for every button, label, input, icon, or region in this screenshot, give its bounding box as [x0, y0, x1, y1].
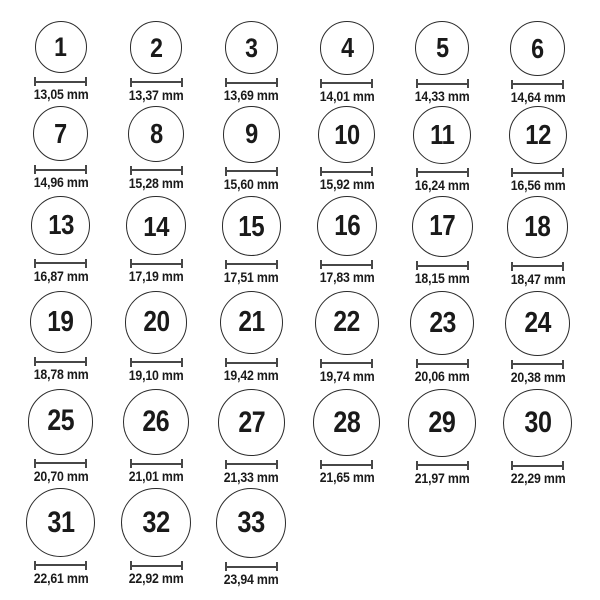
diameter-label: 16,87 mm: [33, 267, 89, 284]
ring-cell-26: [108, 389, 203, 488]
ruler-tick-right-icon: [276, 78, 278, 87]
ruler-line: [418, 464, 467, 466]
diameter-ruler: [34, 77, 87, 86]
ruler-line: [36, 361, 85, 363]
diameter-label: 14,96 mm: [33, 174, 89, 191]
ring-size-number: 30: [524, 406, 552, 440]
ring-circle: [320, 21, 374, 75]
ruler-tick-right-icon: [371, 79, 373, 88]
diameter-label: 15,28 mm: [128, 174, 184, 191]
ring-cell-21: [204, 291, 299, 389]
diameter-ruler: [225, 78, 278, 87]
diameter-ruler: [34, 259, 87, 268]
ring-circle: [410, 291, 474, 355]
ring-circle: [126, 196, 185, 255]
ring-cell-17: [395, 196, 490, 291]
ruler-line: [227, 170, 276, 172]
ruler-line: [132, 565, 181, 567]
ring-circle: [225, 21, 278, 74]
diameter-ruler: [130, 78, 183, 87]
ruler-line: [418, 171, 467, 173]
ring-circle: [313, 389, 380, 456]
ring-circle: [128, 106, 184, 162]
ruler-tick-right-icon: [276, 460, 278, 469]
ring-circle: [220, 291, 283, 354]
diameter-label: 19,10 mm: [128, 366, 184, 383]
diameter-label: 17,51 mm: [224, 268, 279, 285]
ruler-line: [513, 465, 562, 467]
ring-cell-18: [490, 196, 585, 291]
ring-size-number: 10: [334, 118, 360, 150]
diameter-ruler: [511, 461, 564, 470]
diameter-label: 18,47 mm: [510, 270, 566, 287]
ruler-tick-right-icon: [467, 461, 469, 470]
diameter-ruler: [130, 358, 183, 367]
ring-circle: [123, 389, 189, 455]
ruler-line: [513, 363, 562, 365]
ruler-tick-right-icon: [371, 460, 373, 469]
diameter-ruler: [34, 357, 87, 366]
ring-size-number: 6: [531, 32, 544, 64]
diameter-ruler: [511, 80, 564, 89]
ring-cell-6: [490, 21, 585, 106]
ring-cell-30: [490, 389, 585, 488]
ring-size-number: 12: [524, 119, 551, 151]
diameter-label: 18,15 mm: [414, 270, 470, 286]
ruler-tick-right-icon: [181, 259, 183, 268]
diameter-label: 14,33 mm: [414, 88, 470, 105]
diameter-label: 21,97 mm: [414, 469, 470, 486]
diameter-ruler: [416, 359, 469, 368]
diameter-label: 23,94 mm: [224, 571, 279, 587]
ring-circle: [33, 106, 88, 161]
ruler-line: [36, 564, 85, 566]
ring-size-number: 7: [54, 117, 67, 149]
ruler-tick-right-icon: [181, 166, 183, 175]
diameter-ruler: [511, 262, 564, 271]
ruler-tick-right-icon: [562, 461, 564, 470]
diameter-ruler: [225, 260, 278, 269]
ruler-tick-right-icon: [467, 79, 469, 88]
ruler-line: [227, 362, 276, 364]
ruler-tick-right-icon: [181, 459, 183, 468]
ring-circle: [509, 106, 567, 164]
ring-cell-16: [299, 196, 394, 291]
ring-size-number: 11: [430, 118, 455, 150]
chart-row-1: [13, 21, 600, 106]
diameter-label: 15,92 mm: [319, 176, 375, 193]
diameter-label: 19,42 mm: [224, 367, 279, 384]
ring-circle: [413, 106, 471, 164]
ruler-tick-right-icon: [276, 358, 278, 367]
ruler-tick-right-icon: [85, 165, 87, 174]
ring-cell-3: [204, 21, 299, 106]
ring-circle: [26, 488, 95, 557]
diameter-ruler: [320, 460, 373, 469]
ring-circle: [412, 196, 473, 257]
ring-circle: [216, 488, 286, 558]
ruler-tick-right-icon: [562, 80, 564, 89]
diameter-label: 16,56 mm: [510, 177, 566, 194]
diameter-label: 20,38 mm: [510, 368, 566, 385]
ruler-line: [227, 566, 276, 568]
ring-circle: [130, 21, 183, 74]
diameter-label: 22,92 mm: [128, 570, 184, 587]
diameter-ruler: [130, 459, 183, 468]
ruler-line: [132, 463, 181, 465]
ring-circle: [507, 196, 569, 258]
ruler-line: [418, 363, 467, 365]
diameter-ruler: [320, 260, 373, 269]
diameter-ruler: [34, 165, 87, 174]
ruler-tick-right-icon: [181, 358, 183, 367]
ring-size-number: 31: [47, 505, 75, 539]
ring-circle: [218, 389, 285, 456]
ruler-tick-right-icon: [85, 357, 87, 366]
ring-cell-22: [299, 291, 394, 389]
ring-circle: [125, 291, 188, 354]
ring-cell-31: [13, 488, 108, 600]
ruler-tick-right-icon: [467, 261, 469, 270]
ring-circle: [505, 291, 570, 356]
diameter-label: 21,01 mm: [128, 468, 184, 485]
diameter-ruler: [416, 168, 469, 177]
ring-size-number: 15: [238, 209, 265, 242]
chart-row-6: [13, 488, 600, 600]
ruler-tick-right-icon: [467, 359, 469, 368]
ring-size-number: 23: [428, 306, 456, 339]
ring-size-number: 17: [429, 210, 456, 243]
ring-circle: [415, 21, 469, 75]
ring-cell-28: [299, 389, 394, 488]
ruler-line: [132, 263, 181, 265]
ruler-line: [513, 265, 562, 267]
diameter-ruler: [416, 461, 469, 470]
ring-cell-1: [13, 21, 108, 106]
ring-size-number: 27: [238, 405, 265, 439]
ruler-tick-right-icon: [276, 260, 278, 269]
ring-circle: [222, 196, 282, 256]
ruler-line: [513, 83, 562, 85]
ring-cell-5: [395, 21, 490, 106]
ring-cell-14: [108, 196, 203, 291]
ring-size-number: 22: [333, 306, 361, 339]
diameter-label: 21,33 mm: [224, 468, 279, 485]
ring-size-number: 20: [142, 305, 170, 338]
diameter-label: 21,65 mm: [319, 469, 375, 486]
diameter-label: 19,74 mm: [319, 367, 375, 384]
ruler-line: [513, 172, 562, 174]
diameter-ruler: [416, 79, 469, 88]
ruler-tick-right-icon: [276, 562, 278, 571]
diameter-ruler: [416, 261, 469, 270]
ring-size-number: 19: [47, 305, 74, 338]
ruler-tick-right-icon: [181, 78, 183, 87]
diameter-label: 22,61 mm: [33, 569, 89, 586]
diameter-ruler: [511, 168, 564, 177]
diameter-ruler: [225, 562, 278, 571]
ring-cell-15: [204, 196, 299, 291]
diameter-ruler: [320, 167, 373, 176]
ruler-tick-right-icon: [467, 168, 469, 177]
ring-size-number: 9: [245, 118, 258, 150]
chart-row-5: [13, 389, 600, 488]
ring-circle: [317, 196, 377, 256]
ruler-line: [36, 462, 85, 464]
diameter-ruler: [225, 460, 278, 469]
ring-size-number: 32: [142, 505, 170, 539]
diameter-label: 14,01 mm: [319, 87, 375, 104]
ring-size-number: 18: [524, 210, 551, 243]
ruler-tick-right-icon: [371, 167, 373, 176]
diameter-ruler: [511, 360, 564, 369]
diameter-ruler: [225, 167, 278, 176]
ring-size-number: 21: [238, 306, 265, 339]
ruler-tick-right-icon: [562, 262, 564, 271]
diameter-label: 13,37 mm: [128, 86, 184, 103]
ring-size-number: 2: [149, 31, 163, 63]
ring-size-number: 25: [47, 405, 75, 438]
ring-circle: [223, 106, 280, 163]
ruler-line: [132, 169, 181, 171]
ring-circle: [408, 389, 476, 457]
ring-circle: [315, 291, 379, 355]
ruler-line: [418, 83, 467, 85]
diameter-label: 22,29 mm: [510, 470, 566, 487]
ruler-line: [322, 264, 371, 266]
ring-size-number: 29: [428, 406, 456, 440]
ring-cell-2: [108, 21, 203, 106]
ring-circle: [31, 196, 90, 255]
ring-circle: [510, 21, 565, 76]
ring-circle: [121, 488, 190, 557]
ruler-line: [36, 262, 85, 264]
ruler-tick-right-icon: [85, 259, 87, 268]
ruler-line: [322, 171, 371, 173]
ring-cell-19: [13, 291, 108, 389]
ring-size-number: 24: [524, 306, 551, 339]
diameter-ruler: [130, 166, 183, 175]
diameter-label: 17,19 mm: [128, 268, 184, 285]
ring-size-number: 16: [333, 210, 360, 243]
diameter-ruler: [225, 358, 278, 367]
diameter-ruler: [34, 459, 87, 468]
diameter-label: 13,05 mm: [33, 86, 89, 102]
ring-size-number: 14: [143, 209, 169, 242]
ring-cell-7: [13, 106, 108, 196]
diameter-label: 16,24 mm: [414, 176, 470, 193]
diameter-label: 15,60 mm: [224, 175, 279, 192]
ruler-line: [227, 263, 276, 265]
diameter-ruler: [130, 561, 183, 570]
ruler-line: [36, 81, 85, 83]
ring-size-number: 5: [435, 32, 449, 64]
ring-cell-10: [299, 106, 394, 196]
ruler-tick-right-icon: [181, 561, 183, 570]
chart-row-2: [13, 106, 600, 196]
diameter-ruler: [320, 79, 373, 88]
ruler-tick-right-icon: [371, 260, 373, 269]
ring-cell-29: [395, 389, 490, 488]
chart-row-3: [13, 196, 600, 291]
ruler-line: [418, 265, 467, 267]
ruler-line: [132, 81, 181, 83]
ring-cell-11: [395, 106, 490, 196]
diameter-ruler: [130, 259, 183, 268]
ruler-line: [322, 362, 371, 364]
ruler-line: [36, 169, 85, 171]
ring-size-number: 33: [237, 506, 266, 540]
chart-row-4: [13, 291, 600, 389]
ruler-line: [132, 361, 181, 363]
ring-cell-13: [13, 196, 108, 291]
ruler-line: [322, 464, 371, 466]
ring-cell-9: [204, 106, 299, 196]
ruler-line: [227, 82, 276, 84]
ring-cell-24: [490, 291, 585, 389]
ring-cell-12: [490, 106, 585, 196]
diameter-ruler: [34, 561, 87, 570]
ruler-line: [322, 82, 371, 84]
ring-cell-20: [108, 291, 203, 389]
ruler-line: [227, 463, 276, 465]
ring-circle: [30, 291, 92, 353]
diameter-label: 18,78 mm: [33, 366, 89, 383]
ring-cell-27: [204, 389, 299, 488]
ring-cell-32: [108, 488, 203, 600]
ring-circle: [318, 106, 375, 163]
diameter-label: 17,83 mm: [319, 269, 375, 286]
ring-circle: [503, 389, 571, 457]
diameter-label: 13,69 mm: [224, 87, 279, 104]
ring-size-number: 26: [142, 405, 170, 439]
diameter-label: 14,64 mm: [510, 88, 566, 105]
ruler-tick-right-icon: [85, 77, 87, 86]
ring-cell-23: [395, 291, 490, 389]
ring-circle: [28, 389, 94, 455]
diameter-ruler: [320, 359, 373, 368]
ruler-tick-right-icon: [562, 168, 564, 177]
ring-cell-25: [13, 389, 108, 488]
ring-size-number: 3: [245, 31, 258, 63]
diameter-label: 20,06 mm: [414, 368, 470, 385]
ring-size-number: 28: [333, 405, 361, 439]
ring-size-number: 13: [47, 209, 74, 241]
ruler-tick-right-icon: [85, 459, 87, 468]
ruler-tick-right-icon: [371, 359, 373, 368]
ring-cell-8: [108, 106, 203, 196]
ruler-tick-right-icon: [85, 561, 87, 570]
ring-size-number: 1: [54, 31, 67, 62]
ring-size-number: 4: [340, 32, 354, 64]
ruler-tick-right-icon: [562, 360, 564, 369]
ring-size-number: 8: [149, 118, 163, 150]
ring-cell-33: [204, 488, 299, 600]
ring-cell-4: [299, 21, 394, 106]
diameter-label: 20,70 mm: [33, 467, 89, 484]
ring-circle: [35, 21, 87, 73]
ruler-tick-right-icon: [276, 167, 278, 176]
